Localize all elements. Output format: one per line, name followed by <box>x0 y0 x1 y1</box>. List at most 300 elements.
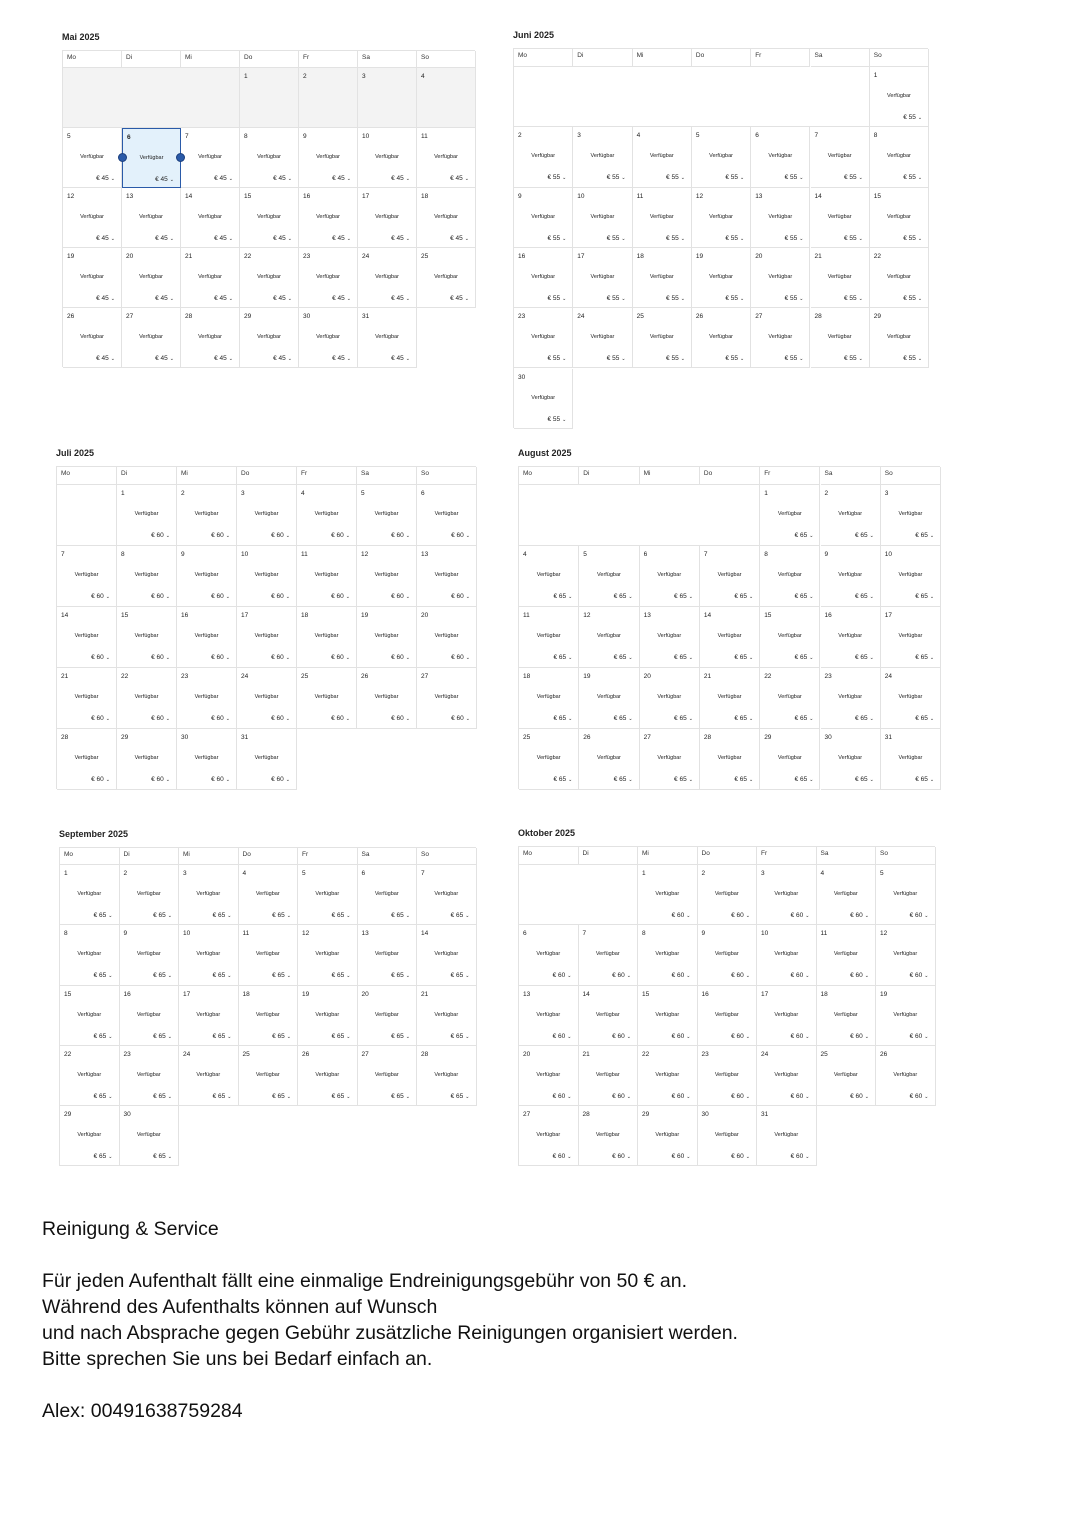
price-dropdown[interactable] <box>151 532 170 539</box>
day-cell[interactable] <box>239 986 299 1046</box>
price-dropdown[interactable] <box>731 972 750 979</box>
day-cell[interactable] <box>298 1046 358 1106</box>
day-cell[interactable] <box>117 607 177 668</box>
day-cell[interactable] <box>298 925 358 985</box>
price-dropdown[interactable] <box>915 593 934 600</box>
day-cell[interactable] <box>519 1106 579 1166</box>
price-dropdown[interactable] <box>332 972 351 979</box>
day-cell[interactable] <box>519 925 579 985</box>
day-cell[interactable] <box>63 308 122 368</box>
price-dropdown[interactable] <box>214 175 233 182</box>
price-dropdown[interactable] <box>155 355 174 362</box>
day-cell[interactable] <box>757 986 817 1046</box>
price-dropdown[interactable] <box>332 1033 351 1040</box>
price-dropdown[interactable] <box>450 295 469 302</box>
day-cell[interactable] <box>811 248 870 308</box>
price-dropdown[interactable] <box>155 235 174 242</box>
range-start-handle[interactable] <box>118 153 127 162</box>
day-cell[interactable] <box>870 188 929 248</box>
price-dropdown[interactable] <box>672 1093 691 1100</box>
price-dropdown[interactable] <box>451 972 470 979</box>
price-dropdown[interactable] <box>785 355 804 362</box>
day-cell[interactable] <box>60 986 120 1046</box>
price-dropdown[interactable] <box>850 972 869 979</box>
price-dropdown[interactable] <box>785 235 804 242</box>
price-dropdown[interactable] <box>451 1093 470 1100</box>
price-dropdown[interactable] <box>391 715 410 722</box>
price-dropdown[interactable] <box>844 355 863 362</box>
price-dropdown[interactable] <box>155 295 174 302</box>
day-cell[interactable] <box>122 188 181 248</box>
price-dropdown[interactable] <box>791 1153 810 1160</box>
price-dropdown[interactable] <box>211 532 230 539</box>
day-cell[interactable] <box>633 308 692 368</box>
price-dropdown[interactable] <box>553 593 572 600</box>
price-dropdown[interactable] <box>214 235 233 242</box>
day-cell[interactable] <box>357 485 417 546</box>
price-dropdown[interactable] <box>272 1093 291 1100</box>
price-dropdown[interactable] <box>672 912 691 919</box>
day-cell[interactable] <box>358 188 417 248</box>
day-cell[interactable] <box>120 1106 180 1166</box>
day-cell[interactable] <box>757 925 817 985</box>
day-cell[interactable] <box>698 1046 758 1106</box>
price-dropdown[interactable] <box>155 176 174 183</box>
day-cell[interactable] <box>120 865 180 925</box>
day-cell[interactable] <box>579 1046 639 1106</box>
day-cell[interactable] <box>60 865 120 925</box>
day-cell[interactable] <box>817 865 877 925</box>
day-cell[interactable] <box>638 925 698 985</box>
day-cell[interactable] <box>63 248 122 308</box>
price-dropdown[interactable] <box>271 715 290 722</box>
price-dropdown[interactable] <box>855 654 874 661</box>
day-cell[interactable] <box>692 188 751 248</box>
price-dropdown[interactable] <box>331 654 350 661</box>
day-cell[interactable] <box>298 986 358 1046</box>
price-dropdown[interactable] <box>734 593 753 600</box>
price-dropdown[interactable] <box>850 1033 869 1040</box>
day-cell[interactable] <box>417 1046 477 1106</box>
day-cell[interactable] <box>57 729 117 790</box>
day-cell[interactable] <box>700 668 760 729</box>
day-cell[interactable] <box>870 67 929 127</box>
day-cell[interactable] <box>177 546 237 607</box>
price-dropdown[interactable] <box>91 776 110 783</box>
day-cell[interactable] <box>751 308 810 368</box>
price-dropdown[interactable] <box>271 654 290 661</box>
day-cell[interactable] <box>757 1046 817 1106</box>
day-cell[interactable] <box>358 308 417 368</box>
price-dropdown[interactable] <box>731 912 750 919</box>
price-dropdown[interactable] <box>272 1033 291 1040</box>
price-dropdown[interactable] <box>151 715 170 722</box>
day-cell[interactable] <box>519 986 579 1046</box>
price-dropdown[interactable] <box>674 715 693 722</box>
price-dropdown[interactable] <box>211 776 230 783</box>
price-dropdown[interactable] <box>553 1033 572 1040</box>
day-cell[interactable] <box>240 308 299 368</box>
day-cell[interactable] <box>700 729 760 790</box>
day-cell[interactable] <box>297 668 357 729</box>
price-dropdown[interactable] <box>910 1093 929 1100</box>
price-dropdown[interactable] <box>450 175 469 182</box>
price-dropdown[interactable] <box>910 912 929 919</box>
day-cell[interactable] <box>760 607 820 668</box>
price-dropdown[interactable] <box>903 235 922 242</box>
day-cell[interactable] <box>579 925 639 985</box>
price-dropdown[interactable] <box>553 1093 572 1100</box>
day-cell[interactable] <box>811 188 870 248</box>
day-cell[interactable] <box>117 546 177 607</box>
price-dropdown[interactable] <box>271 532 290 539</box>
day-cell[interactable] <box>821 729 881 790</box>
price-dropdown[interactable] <box>331 593 350 600</box>
day-cell[interactable] <box>117 668 177 729</box>
day-cell[interactable] <box>417 925 477 985</box>
price-dropdown[interactable] <box>614 593 633 600</box>
day-cell[interactable] <box>181 188 240 248</box>
price-dropdown[interactable] <box>795 715 814 722</box>
price-dropdown[interactable] <box>96 175 115 182</box>
day-cell[interactable] <box>239 925 299 985</box>
day-cell[interactable] <box>573 127 632 187</box>
day-cell[interactable] <box>240 248 299 308</box>
day-cell[interactable] <box>120 986 180 1046</box>
day-cell[interactable] <box>177 607 237 668</box>
day-cell-selected[interactable] <box>122 128 181 188</box>
price-dropdown[interactable] <box>903 295 922 302</box>
day-cell[interactable] <box>417 607 477 668</box>
day-cell[interactable] <box>870 127 929 187</box>
price-dropdown[interactable] <box>153 1153 172 1160</box>
price-dropdown[interactable] <box>391 295 410 302</box>
day-cell[interactable] <box>821 607 881 668</box>
price-dropdown[interactable] <box>612 1153 631 1160</box>
day-cell[interactable] <box>579 546 639 607</box>
price-dropdown[interactable] <box>391 1093 410 1100</box>
price-dropdown[interactable] <box>153 972 172 979</box>
price-dropdown[interactable] <box>855 715 874 722</box>
price-dropdown[interactable] <box>151 776 170 783</box>
day-cell[interactable] <box>760 668 820 729</box>
day-cell[interactable] <box>638 1046 698 1106</box>
day-cell[interactable] <box>751 188 810 248</box>
price-dropdown[interactable] <box>153 912 172 919</box>
price-dropdown[interactable] <box>844 235 863 242</box>
price-dropdown[interactable] <box>674 654 693 661</box>
price-dropdown[interactable] <box>607 235 626 242</box>
day-cell[interactable] <box>698 1106 758 1166</box>
day-cell[interactable] <box>817 986 877 1046</box>
price-dropdown[interactable] <box>666 295 685 302</box>
price-dropdown[interactable] <box>91 593 110 600</box>
day-cell[interactable] <box>417 865 477 925</box>
price-dropdown[interactable] <box>332 355 351 362</box>
day-cell[interactable] <box>57 607 117 668</box>
day-cell[interactable] <box>519 729 579 790</box>
price-dropdown[interactable] <box>273 175 292 182</box>
day-cell[interactable] <box>640 607 700 668</box>
day-cell[interactable] <box>60 925 120 985</box>
day-cell[interactable] <box>633 188 692 248</box>
price-dropdown[interactable] <box>332 912 351 919</box>
day-cell[interactable] <box>237 729 297 790</box>
price-dropdown[interactable] <box>153 1093 172 1100</box>
day-cell[interactable] <box>811 127 870 187</box>
day-cell[interactable] <box>870 248 929 308</box>
price-dropdown[interactable] <box>725 355 744 362</box>
price-dropdown[interactable] <box>553 715 572 722</box>
price-dropdown[interactable] <box>791 1093 810 1100</box>
day-cell[interactable] <box>692 308 751 368</box>
price-dropdown[interactable] <box>272 912 291 919</box>
price-dropdown[interactable] <box>553 776 572 783</box>
price-dropdown[interactable] <box>96 235 115 242</box>
day-cell[interactable] <box>881 485 941 546</box>
day-cell[interactable] <box>358 128 417 188</box>
price-dropdown[interactable] <box>672 1033 691 1040</box>
day-cell[interactable] <box>700 607 760 668</box>
price-dropdown[interactable] <box>451 532 470 539</box>
price-dropdown[interactable] <box>731 1033 750 1040</box>
day-cell[interactable] <box>358 248 417 308</box>
price-dropdown[interactable] <box>94 912 113 919</box>
price-dropdown[interactable] <box>915 532 934 539</box>
day-cell[interactable] <box>870 308 929 368</box>
price-dropdown[interactable] <box>213 972 232 979</box>
price-dropdown[interactable] <box>791 972 810 979</box>
day-cell[interactable] <box>640 729 700 790</box>
day-cell[interactable] <box>297 485 357 546</box>
day-cell[interactable] <box>237 668 297 729</box>
price-dropdown[interactable] <box>553 972 572 979</box>
price-dropdown[interactable] <box>607 174 626 181</box>
day-cell[interactable] <box>417 986 477 1046</box>
price-dropdown[interactable] <box>272 972 291 979</box>
price-dropdown[interactable] <box>666 174 685 181</box>
day-cell[interactable] <box>297 546 357 607</box>
day-cell[interactable] <box>299 128 358 188</box>
price-dropdown[interactable] <box>271 593 290 600</box>
day-cell[interactable] <box>181 128 240 188</box>
price-dropdown[interactable] <box>94 972 113 979</box>
price-dropdown[interactable] <box>211 715 230 722</box>
price-dropdown[interactable] <box>451 1033 470 1040</box>
price-dropdown[interactable] <box>915 715 934 722</box>
day-cell[interactable] <box>237 607 297 668</box>
day-cell[interactable] <box>638 865 698 925</box>
day-cell[interactable] <box>579 668 639 729</box>
day-cell[interactable] <box>239 1046 299 1106</box>
price-dropdown[interactable] <box>672 1153 691 1160</box>
price-dropdown[interactable] <box>731 1093 750 1100</box>
price-dropdown[interactable] <box>213 1033 232 1040</box>
price-dropdown[interactable] <box>850 912 869 919</box>
day-cell[interactable] <box>573 308 632 368</box>
day-cell[interactable] <box>514 188 573 248</box>
day-cell[interactable] <box>358 925 418 985</box>
price-dropdown[interactable] <box>94 1093 113 1100</box>
day-cell[interactable] <box>298 865 358 925</box>
day-cell[interactable] <box>63 188 122 248</box>
price-dropdown[interactable] <box>734 715 753 722</box>
price-dropdown[interactable] <box>451 654 470 661</box>
price-dropdown[interactable] <box>211 593 230 600</box>
price-dropdown[interactable] <box>844 295 863 302</box>
range-end-handle[interactable] <box>176 153 185 162</box>
price-dropdown[interactable] <box>791 912 810 919</box>
day-cell[interactable] <box>357 668 417 729</box>
day-cell[interactable] <box>698 865 758 925</box>
price-dropdown[interactable] <box>791 1033 810 1040</box>
day-cell[interactable] <box>760 546 820 607</box>
price-dropdown[interactable] <box>547 355 566 362</box>
day-cell[interactable] <box>417 248 476 308</box>
price-dropdown[interactable] <box>273 355 292 362</box>
price-dropdown[interactable] <box>271 776 290 783</box>
day-cell[interactable] <box>417 188 476 248</box>
day-cell[interactable] <box>760 729 820 790</box>
day-cell[interactable] <box>417 128 476 188</box>
price-dropdown[interactable] <box>391 654 410 661</box>
price-dropdown[interactable] <box>331 532 350 539</box>
price-dropdown[interactable] <box>785 295 804 302</box>
day-cell[interactable] <box>881 729 941 790</box>
day-cell[interactable] <box>120 925 180 985</box>
price-dropdown[interactable] <box>91 715 110 722</box>
day-cell[interactable] <box>417 546 477 607</box>
day-cell[interactable] <box>357 607 417 668</box>
price-dropdown[interactable] <box>731 1153 750 1160</box>
price-dropdown[interactable] <box>391 972 410 979</box>
day-cell[interactable] <box>633 127 692 187</box>
day-cell[interactable] <box>179 986 239 1046</box>
day-cell[interactable] <box>821 668 881 729</box>
price-dropdown[interactable] <box>391 355 410 362</box>
price-dropdown[interactable] <box>674 593 693 600</box>
day-cell[interactable] <box>692 127 751 187</box>
price-dropdown[interactable] <box>844 174 863 181</box>
price-dropdown[interactable] <box>795 532 814 539</box>
price-dropdown[interactable] <box>915 776 934 783</box>
day-cell[interactable] <box>179 1046 239 1106</box>
day-cell[interactable] <box>297 607 357 668</box>
day-cell[interactable] <box>358 865 418 925</box>
price-dropdown[interactable] <box>612 1033 631 1040</box>
day-cell[interactable] <box>519 607 579 668</box>
day-cell[interactable] <box>117 485 177 546</box>
day-cell[interactable] <box>579 729 639 790</box>
price-dropdown[interactable] <box>451 715 470 722</box>
price-dropdown[interactable] <box>391 175 410 182</box>
day-cell[interactable] <box>357 546 417 607</box>
price-dropdown[interactable] <box>96 295 115 302</box>
day-cell[interactable] <box>177 729 237 790</box>
day-cell[interactable] <box>358 986 418 1046</box>
price-dropdown[interactable] <box>607 295 626 302</box>
price-dropdown[interactable] <box>391 593 410 600</box>
price-dropdown[interactable] <box>273 235 292 242</box>
price-dropdown[interactable] <box>903 114 922 121</box>
day-cell[interactable] <box>698 986 758 1046</box>
day-cell[interactable] <box>299 188 358 248</box>
price-dropdown[interactable] <box>672 972 691 979</box>
day-cell[interactable] <box>60 1046 120 1106</box>
price-dropdown[interactable] <box>795 654 814 661</box>
day-cell[interactable] <box>640 546 700 607</box>
price-dropdown[interactable] <box>151 593 170 600</box>
day-cell[interactable] <box>177 668 237 729</box>
price-dropdown[interactable] <box>666 355 685 362</box>
day-cell[interactable] <box>573 248 632 308</box>
price-dropdown[interactable] <box>612 972 631 979</box>
price-dropdown[interactable] <box>547 295 566 302</box>
day-cell[interactable] <box>579 607 639 668</box>
day-cell[interactable] <box>633 248 692 308</box>
price-dropdown[interactable] <box>725 235 744 242</box>
price-dropdown[interactable] <box>450 235 469 242</box>
day-cell[interactable] <box>698 925 758 985</box>
price-dropdown[interactable] <box>151 654 170 661</box>
day-cell[interactable] <box>579 986 639 1046</box>
price-dropdown[interactable] <box>734 654 753 661</box>
day-cell[interactable] <box>181 248 240 308</box>
day-cell[interactable] <box>117 729 177 790</box>
day-cell[interactable] <box>638 1106 698 1166</box>
price-dropdown[interactable] <box>674 776 693 783</box>
day-cell[interactable] <box>179 925 239 985</box>
day-cell[interactable] <box>692 248 751 308</box>
price-dropdown[interactable] <box>785 174 804 181</box>
day-cell[interactable] <box>239 865 299 925</box>
price-dropdown[interactable] <box>614 715 633 722</box>
day-cell[interactable] <box>240 188 299 248</box>
day-cell[interactable] <box>417 668 477 729</box>
price-dropdown[interactable] <box>614 776 633 783</box>
day-cell[interactable] <box>876 925 936 985</box>
day-cell[interactable] <box>876 986 936 1046</box>
price-dropdown[interactable] <box>547 416 566 423</box>
price-dropdown[interactable] <box>725 174 744 181</box>
day-cell[interactable] <box>519 546 579 607</box>
price-dropdown[interactable] <box>734 776 753 783</box>
day-cell[interactable] <box>700 546 760 607</box>
day-cell[interactable] <box>60 1106 120 1166</box>
price-dropdown[interactable] <box>903 174 922 181</box>
day-cell[interactable] <box>881 546 941 607</box>
day-cell[interactable] <box>640 668 700 729</box>
day-cell[interactable] <box>817 925 877 985</box>
price-dropdown[interactable] <box>94 1033 113 1040</box>
day-cell[interactable] <box>514 248 573 308</box>
price-dropdown[interactable] <box>612 1093 631 1100</box>
day-cell[interactable] <box>514 127 573 187</box>
day-cell[interactable] <box>811 308 870 368</box>
day-cell[interactable] <box>179 865 239 925</box>
day-cell[interactable] <box>417 485 477 546</box>
price-dropdown[interactable] <box>213 1093 232 1100</box>
day-cell[interactable] <box>881 607 941 668</box>
price-dropdown[interactable] <box>214 355 233 362</box>
day-cell[interactable] <box>122 248 181 308</box>
price-dropdown[interactable] <box>91 654 110 661</box>
price-dropdown[interactable] <box>332 175 351 182</box>
day-cell[interactable] <box>519 668 579 729</box>
day-cell[interactable] <box>237 485 297 546</box>
day-cell[interactable] <box>358 1046 418 1106</box>
day-cell[interactable] <box>63 128 122 188</box>
